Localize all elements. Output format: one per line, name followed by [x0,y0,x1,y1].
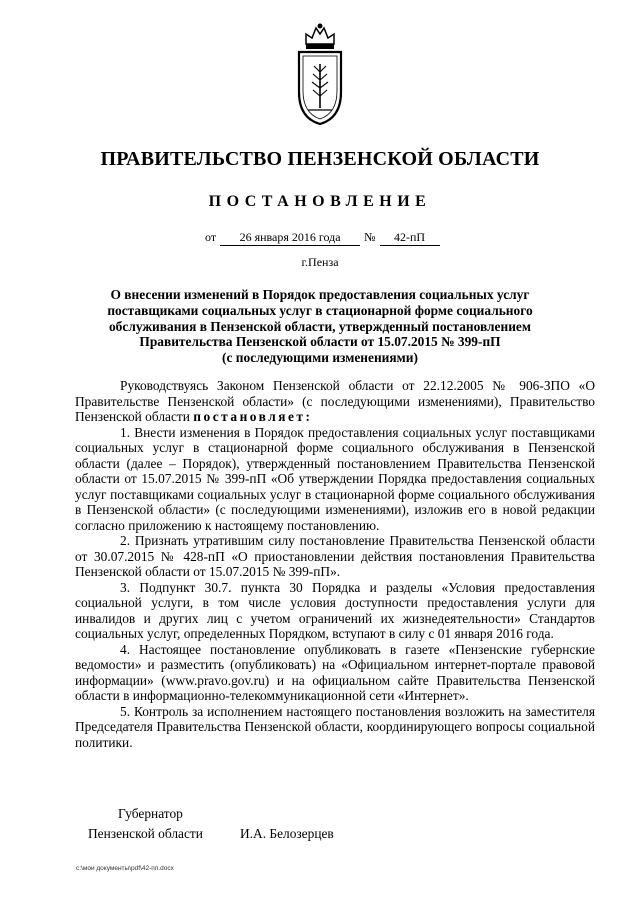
decree-word: постановляет: [193,409,313,424]
preamble-paragraph [75,378,595,425]
signer-name: И.А. Белозерцев [240,826,334,841]
file-path-footer: c:\мои документы\pdf\42-пп.docx [76,865,174,872]
body-item-3: 3. Подпункт 30.7. пункта 30 Порядка и разделы «Условия предоставления социальной услуги, в том числе условия доступности предоставления услуги для инвалидов и других лиц с учетом ограничений их жизнедеятельности» Стандартов социальных услуг, определенных Порядком, вступают в силу с 01 января 2016 года. [75,579,595,641]
document-number: 42-пП [380,230,440,246]
document-heading [95,287,545,366]
signer-title-line1: Губернатор [118,806,183,821]
penza-region-coat-of-arms-icon [292,20,348,128]
heading-line: О внесении изменений в Порядок предоставления социальных услуг [110,287,530,302]
document-body [75,378,595,750]
number-prefix: № [364,230,376,244]
document-date: 26 января 2016 года [220,230,360,246]
heading-line: Правительства Пензенской области от 15.07.2015 № 399-пП [139,334,501,350]
government-title: ПРАВИТЕЛЬСТВО ПЕНЗЕНСКОЙ ОБЛАСТИ [100,148,540,170]
date-number-line [205,230,485,246]
heading-line: обслуживания в Пензенской области, утвержденный постановлением [108,318,531,334]
document-city: г.Пенза [301,255,339,269]
body-item-4: 4. Настоящее постановление опубликовать в газете «Пензенские губернские ведомости» и разместить (опубликовать) на «Официальном интернет-портале правовой информации» (www.pravo.gov.ru) и на официальном сайте Правительства Пензенской области в информационно-телекоммуникационной сети «Интернет». [75,641,595,703]
body-item-2: 2. Признать утратившим силу постановление Правительства Пензенской области от 30.07.2015 № 428-пП «О приостановлении действия постановления Правительства Пензенской области от 15.07.2015 № 399-пП». [75,533,595,579]
date-prefix: от [205,230,217,244]
body-item-1: 1. Внести изменения в Порядок предоставления социальных услуг поставщиками социальных услуг в стационарной форме социального обслуживания в Пензенской области (далее – Порядок), утвержденный постановлением Правительства Пензенской области от 15.07.2015 № 399-пП «Об утверждении Порядка предоставления социальных услуг поставщиками социальных услуг в стационарной форме социального обслуживания в Пензенской области» (с последующими изменениями), изложив его в новой редакции согласно приложению к настоящему постановлению. [75,424,595,533]
document-type: ПОСТАНОВЛЕНИЕ [208,193,432,210]
heading-line: (с последующими изменениями) [222,350,418,366]
signer-title-line2: Пензенской области [88,826,203,841]
body-item-5: 5. Контроль за исполнением настоящего постановления возложить на заместителя Председателя Правительства Пензенской области, координирующего вопросы социальной политики. [75,703,595,750]
preamble-text: Руководствуясь Законом Пензенской области от 22.12.2005 № 906-ЗПО «О Правительстве Пензенской области» (с последующими изменениями), Правительство Пензенской области [75,378,595,424]
heading-line: поставщиками социальных услуг в стационарной форме социального [107,302,533,318]
